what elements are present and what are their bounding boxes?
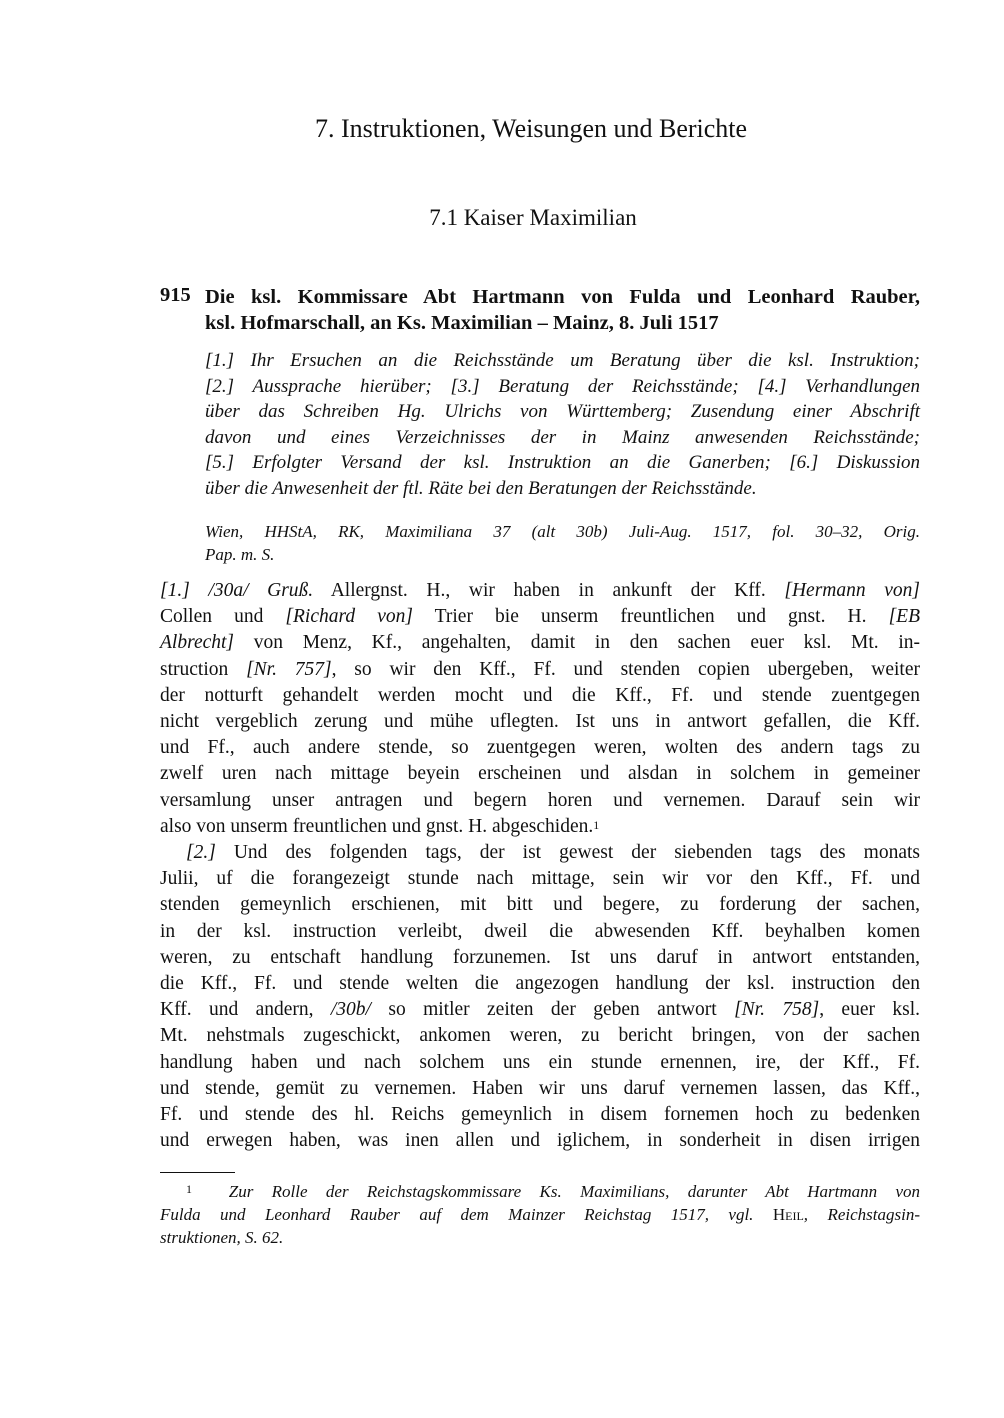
body-line: Mt. nehstmals zugeschickt, ankomen weren, zu bericht bringen, von der sachen <box>160 1025 920 1047</box>
body-line: also von unserm freuntlichen und gnst. H. abgeschiden.$^1$ <box>160 815 600 837</box>
author-name: Heil <box>772 1205 804 1224</box>
body-line: in der ksl. instruction verleibt, dweil die abwesenden Kff. beyhalben komen <box>160 920 920 942</box>
regest-line: [2.] Aussprache hierüber; [3.] Beratung der Reichsstände; [4.] Verhandlungen <box>205 375 920 397</box>
body-line: nicht vergeblich zerung und mühe uflegten. Ist uns in antwort gefallen, die Kff. <box>160 711 920 733</box>
heading-line: Die ksl. Kommissare Abt Hartmann von Fulda und Leonhard Rauber, <box>205 286 920 308</box>
body-line: handlung haben und nach solchem uns ein stunde ernennen, ire, der Kff., Ff. <box>160 1051 920 1073</box>
body-line: der notturft gehandelt werden mocht und die Kff., Ff. und stende zuentgegen <box>160 684 920 706</box>
regest-line: über die Anwesenheit der ftl. Räte bei den Beratungen der Reichsstände. <box>205 477 757 499</box>
source-citation <box>205 520 920 566</box>
body-line: Julii, uf die forangezeigt stunde nach mittage, sein wir vor den Kff., Ff. und <box>160 868 920 890</box>
body-line: und stende, gemüt zu vernemen. Haben wir uns daruf vernemen lassen, das Kff., <box>160 1077 920 1099</box>
section-title: 7.1 Kaiser Maximilian <box>429 205 637 230</box>
footnote-line: struktionen, S. 62. <box>160 1228 284 1247</box>
source-line: Pap. m. S. <box>205 545 275 564</box>
body-line: die Kff., Ff. und stende welten die angezogen handlung der ksl. instruction den <box>160 973 920 995</box>
body-line: Ff. und stende des hl. Reichs gemeynlich in disem fornemen hoch zu bedenken <box>160 1104 920 1126</box>
body-line: Kff. und andern, /30b/ so mitler zeiten der geben antwort [Nr. 758], euer ksl. <box>160 999 920 1021</box>
body-line: [2.] Und des folgenden tags, der ist gewest der siebenden tags des monats <box>186 842 920 864</box>
body-line: Albrecht] von Menz, Kf., angehalten, damit in den sachen euer ksl. Mt. in- <box>160 632 920 654</box>
regest-summary <box>205 348 920 501</box>
footnote-number: 1 <box>186 1182 192 1196</box>
body-line: stenden gemeynlich erschienen, mit bitt und begere, zu forderung der sachen, <box>160 894 920 916</box>
footnote-divider <box>160 1172 235 1173</box>
body-line: und Ff., auch andere stende, so zuentgegen weren, wolten des andern tags zu <box>160 737 920 759</box>
body-line: weren, zu entschaft handlung forzunemen. Ist uns daruf in antwort entstanden, <box>160 946 920 968</box>
letter-body <box>160 578 920 1154</box>
footnote-ref[interactable]: 1 <box>593 817 600 832</box>
body-line: struction [Nr. 757], so wir den Kff., Ff. und stenden copien ubergeben, weiter <box>160 658 920 680</box>
heading-line: ksl. Hofmarschall, an Ks. Maximilian – Mainz, 8. Juli 1517 <box>205 312 719 334</box>
regest-line: [5.] Erfolgter Versand der ksl. Instruktion an die Ganerben; [6.] Diskussion <box>205 452 920 473</box>
regest-line: davon und eines Verzeichnisses der in Mainz anwesenden Reichsstände; <box>205 426 920 448</box>
regest-line: [1.] Ihr Ersuchen an die Reichsstände um Beratung über die ksl. Instruktion; <box>205 350 920 371</box>
footnote-line: $^1$ Zur Rolle der Reichstagskommissare Ks. Maximilians, darunter Abt Hartmann von <box>186 1182 921 1201</box>
body-line: [1.] /30a/ Gruß. Allergnst. H., wir haben in ankunft der Kff. [Hermann von] <box>160 580 920 601</box>
body-line: zwelf uren nach mittage beyein erscheinen und alsdan in solchem in gemeiner <box>160 763 920 785</box>
body-line: und erwegen haben, was inen allen und iglichem, in sonderheit in disen irrigen <box>160 1130 920 1152</box>
body-line: Collen und [Richard von] Trier bie unserm freuntlichen und gnst. H. [EB <box>160 606 920 628</box>
footnote <box>160 1180 920 1249</box>
document-number: 915 <box>160 284 191 306</box>
source-line: Wien, HHStA, RK, Maximiliana 37 (alt 30b) Juli-Aug. 1517, fol. 30–32, Orig. <box>205 522 920 541</box>
footnote-line: Fulda und Leonhard Rauber auf dem Mainzer Reichstag 1517, vgl. Heil, Reichstagsin- <box>160 1205 920 1224</box>
document-heading <box>205 284 920 336</box>
chapter-title: 7. Instruktionen, Weisungen und Berichte <box>314 114 748 143</box>
regest-line: über das Schreiben Hg. Ulrichs von Württemberg; Zusendung einer Abschrift <box>205 401 920 422</box>
body-line: versamlung unser antragen und begern horen und vernemen. Darauf sein wir <box>160 789 920 811</box>
